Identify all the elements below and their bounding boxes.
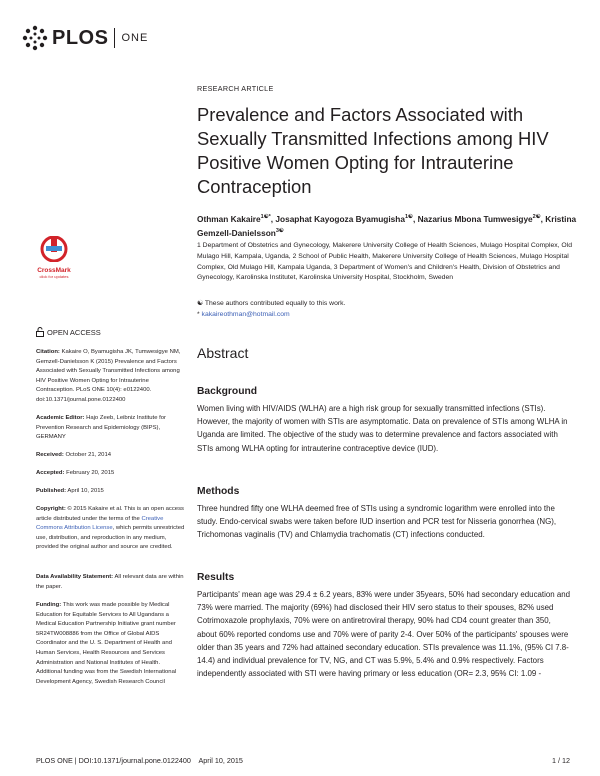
received-label: Received: bbox=[36, 452, 64, 458]
crossmark-sublabel: click for updates bbox=[39, 274, 69, 279]
email-link[interactable]: kakaireothman@hotmail.com bbox=[201, 310, 290, 318]
background-heading: Background bbox=[197, 386, 258, 397]
author-sup: 1☯* bbox=[260, 214, 271, 220]
footer-citation: PLOS ONE | DOI:10.1371/journal.pone.0122400 April 10, 2015 bbox=[36, 756, 243, 765]
affiliations: 1 Department of Obstetrics and Gynecology, Makerere University College of Health Sciences, Mulago Hospital Complex, Old Mulago Hill, Kampala, Uganda, 2 School of Public Health, Makerere University College of Health Sciences, Mulago Hospital Complex, Old Mulago Hill, Kampala Uganda, 3 Department of Women's and Children's Health, Division of Obstetrics and Gynecology, Karolinska Institutet, Karolinska University Hospital, Stockholm, Sweden bbox=[197, 242, 573, 282]
corresponding-email-line bbox=[197, 310, 577, 321]
funding-block bbox=[36, 601, 186, 687]
citation-block bbox=[36, 348, 186, 406]
author-name[interactable]: , Kristina Gemzell-Danielsson bbox=[197, 213, 577, 238]
funding-label: Funding: bbox=[36, 602, 62, 608]
open-access-label: OPEN ACCESS bbox=[47, 327, 101, 337]
published-block bbox=[36, 487, 186, 497]
logo-divider bbox=[114, 28, 115, 48]
copyright-text-tail: , which permits unrestricted use, distribution, and reproduction in any medium, provided the original author and source are credited. bbox=[36, 525, 185, 551]
page-number: 1 / 12 bbox=[552, 756, 570, 765]
author-sup: 3☯ bbox=[275, 227, 284, 234]
equal-contribution-note: ☯ These authors contributed equally to this work. bbox=[197, 300, 346, 307]
received-block bbox=[36, 451, 186, 461]
published-label: Published: bbox=[36, 488, 67, 494]
author-name[interactable]: Othman Kakaire bbox=[197, 213, 261, 224]
plos-logo-icon bbox=[22, 25, 48, 51]
author-sup: 1☯ bbox=[404, 214, 413, 220]
abstract-heading: Abstract bbox=[197, 345, 249, 361]
accepted-text: February 20, 2015 bbox=[64, 470, 115, 476]
license-link[interactable]: Creative Commons Attribution License bbox=[36, 515, 164, 532]
author-notes bbox=[197, 299, 577, 321]
citation-label: Citation: bbox=[36, 349, 60, 355]
open-lock-icon bbox=[36, 327, 44, 337]
citation-text: Kakaire O, Byamugisha JK, Tumwesigye NM, Gemzell-Danielsson K (2015) Prevalence and Factors Associated with Sexually Transmitted Infections among HIV Positive Women Opting for Intrauterine Contraception. PLoS ONE 10(4): e0122400. doi:10.1371/journal.pone.0122400 bbox=[36, 349, 181, 403]
crossmark-badge[interactable] bbox=[36, 236, 72, 279]
article-type: RESEARCH ARTICLE bbox=[197, 84, 274, 93]
plos-one-logo bbox=[22, 24, 148, 52]
crossmark-label: CrossMark bbox=[37, 267, 71, 274]
logo-brand: PLOS bbox=[52, 26, 109, 49]
logo-journal: ONE bbox=[121, 32, 149, 44]
published-text: April 10, 2015 bbox=[66, 488, 104, 494]
article-title: Prevalence and Factors Associated with Sexually Transmitted Infections among HIV Positive Women Opting for Intrauterine Contraception bbox=[197, 104, 549, 197]
editor-label: Academic Editor: bbox=[36, 415, 85, 421]
received-text: October 21, 2014 bbox=[63, 452, 112, 458]
copyright-text: © 2015 Kakaire et al. This is an open access article distributed under the terms of the bbox=[36, 506, 184, 522]
author-list bbox=[197, 211, 577, 239]
email-marker: * bbox=[197, 310, 202, 318]
open-access-badge bbox=[36, 327, 101, 337]
results-heading: Results bbox=[197, 572, 235, 583]
data-availability-text: All relevant data are within the paper. bbox=[36, 574, 184, 590]
results-text: Participants' mean age was 29.4 ± 6.2 years, 83% were under 35years, 50% had secondary education and 73% were married. The majority (69%) had disclosed their HIV sero status to their spouses, 82% used Cotrimoxazole prophylaxis, 70% were on antiretroviral therapy, 90% had CD4 count greater than 350, about 60% reported condoms use and 70% were of parity 2-4. Over 50% of the participants' spouses were older than 35 years and 72% had attained secondary education. STIs prevalence was 11.1%, (95% CI 7.8-14.4) and individual prevalence for TV, NG, and CT was 5.9%, 5.4% and 0.9% respectively. Factors independently associated with STI were having primary or less education (OR= 2.3, 95% CI: 1.09 - bbox=[197, 590, 570, 679]
funding-text: This work was made possible by Medical Education for Equitable Services to All Ugandans a Medical Education Partnership Initiative grant number 5R24TW008886 from the Office of Global AIDS Coordinator and the U. S. Department of Health and Human Services, Health Resources and Services Administration and National Institutes of Health. Additional funding was from the Swedish International Development Agency, Swedish Research Council bbox=[36, 602, 177, 685]
editor-block bbox=[36, 414, 186, 443]
editor-text: Hajo Zeeb, Leibniz Institute for Prevention Research and Epidemiology (BIPS), GERMANY bbox=[36, 415, 166, 441]
data-availability-label: Data Availability Statement: bbox=[36, 574, 114, 580]
author-name[interactable]: , Nazarius Mbona Tumwesigye bbox=[412, 213, 533, 224]
methods-heading: Methods bbox=[197, 486, 240, 497]
methods-text: Three hundred fifty one WLHA deemed free of STIs using a syndromic logarithm were enrolled into the study. Endo-cervical swabs were taken before IUD insertion and PCR test for Nisseria gonorrhea (NG), Trichomonas vaginalis (TV) and Chlamydia trachomatis (CT) infections conducted. bbox=[197, 504, 557, 540]
data-availability-block bbox=[36, 573, 186, 592]
accepted-block bbox=[36, 469, 186, 479]
background-text: Women living with HIV/AIDS (WLHA) are a high risk group for sexually transmitted infections (STIs). However, the majority of women with STIs are asymptomatic. Data on prevalence of STIs among WLHA in Uganda are limited. The objective of the study was to determine prevalence and factors associated with STIs among WLHA opting for intrauterine contraceptive device (IUD). bbox=[197, 404, 568, 453]
copyright-label: Copyright: bbox=[36, 506, 66, 512]
crossmark-icon bbox=[36, 236, 72, 262]
copyright-block bbox=[36, 505, 186, 553]
author-sup: 2☯ bbox=[532, 214, 541, 220]
author-name[interactable]: , Josaphat Kayogoza Byamugisha bbox=[270, 213, 405, 224]
accepted-label: Accepted: bbox=[36, 470, 65, 476]
